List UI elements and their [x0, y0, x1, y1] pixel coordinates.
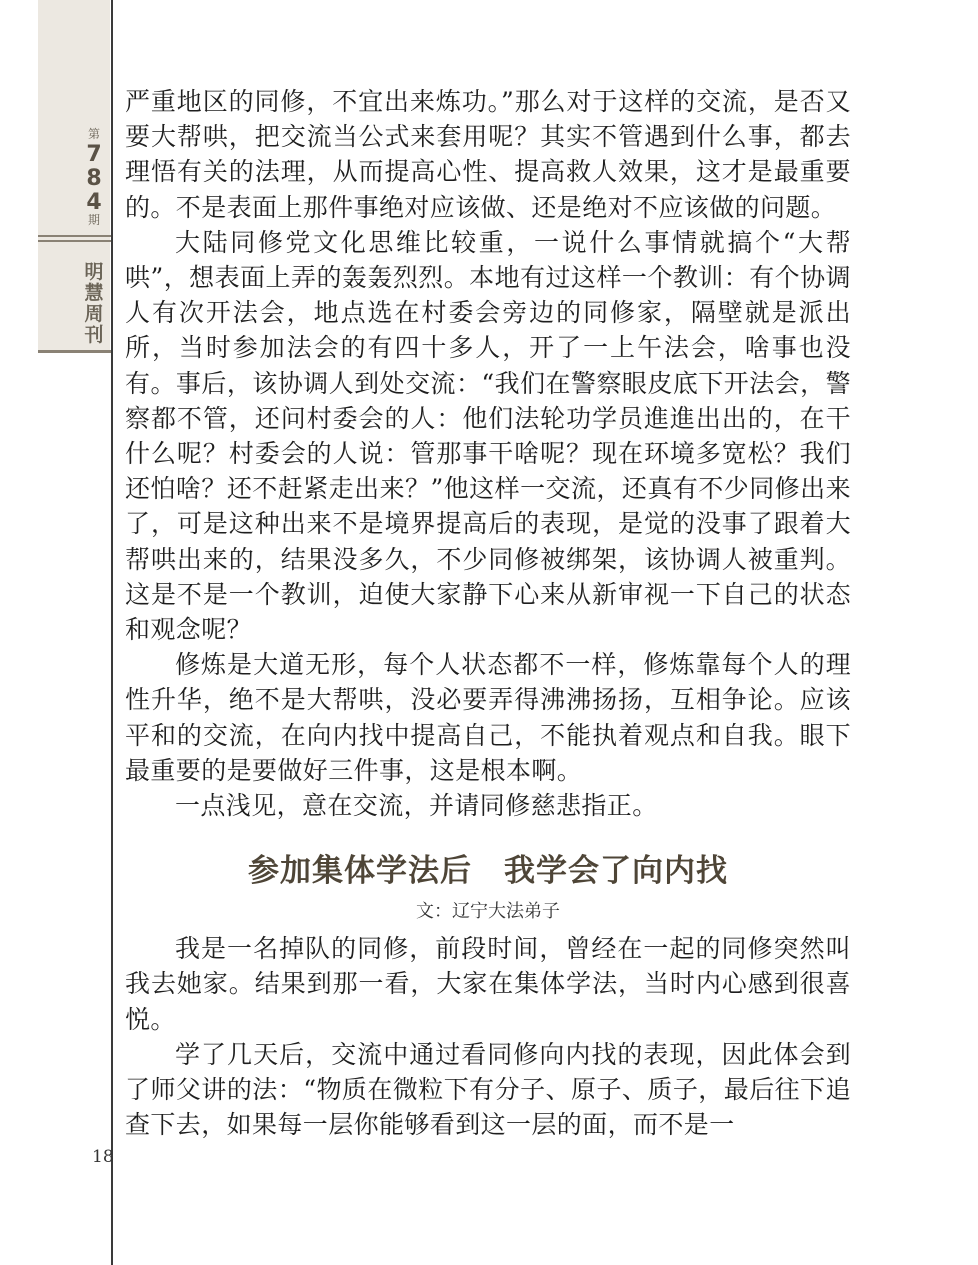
issue-suffix: 期 [87, 213, 100, 227]
magazine-char: 周 [84, 303, 104, 325]
sidebar-divider [38, 240, 112, 242]
issue-prefix: 第 [87, 127, 100, 141]
paragraph: 修炼是大道无形，每个人状态都不一样，修炼靠每个人的理性升华，绝不是大帮哄，没必要弄得沸沸扬扬，互相争论。应该平和的交流，在向内找中提高自己，不能执着观点和自我。眼下最重要的是要做好三件事，这是根本啊。 [125, 650, 851, 785]
magazine-char: 刊 [84, 324, 104, 346]
paragraph: 一点浅见，意在交流，并请同修慈悲指正。 [175, 791, 658, 821]
paragraph: 学了几天后，交流中通过看同修向内找的表现，因此体会到了师父讲的法：“物质在微粒下有分子、原子、质子，最后往下追查下去，如果每一层你能够看到这一层的面，而不是一 [125, 1039, 851, 1140]
magazine-char: 慧 [84, 282, 104, 304]
issue-digit: 8 [86, 166, 102, 191]
page-content [125, 84, 851, 1142]
article-author: 文：辽宁大法弟子 [416, 901, 560, 923]
issue-digit: 4 [86, 190, 102, 215]
sidebar-divider [38, 235, 112, 237]
sidebar-tab-edge [38, 350, 112, 353]
magazine-name [80, 262, 108, 346]
page-rule [111, 0, 113, 1265]
issue-number [80, 143, 108, 215]
paragraph: 我是一名掉队的同修，前段时间，曾经在一起的同修突然叫我去她家。结果到那一看，大家在集体学法，当时内心感到很喜悦。 [125, 934, 851, 1034]
paragraph: 严重地区的同修，不宜出来炼功。”那么对于这样的交流，是否又要大帮哄，把交流当公式来套用呢？其实不管遇到什么事，都去理悟有关的法理，从而提高心性、提高救人效果，这才是最重要的。不是表面上那件事绝对应该做、还是绝对不应该做的问题。 [125, 87, 851, 222]
page-number: 18 [92, 1147, 114, 1167]
magazine-char: 明 [84, 261, 104, 283]
paragraph: 大陆同修党文化思维比较重，一说什么事情就搞个“大帮哄”，想表面上弄的轰轰烈烈。本地有过这样一个教训：有个协调人有次开法会，地点选在村委会旁边的同修家，隔壁就是派出所，当时参加法会的有四十多人，开了一上午法会，啥事也没有。事后，该协调人到处交流：“我们在警察眼皮底下开法会，警察都不管，还问村委会的人：他们法轮功学员進進出出的，在干什么呢？村委会的人说：管那事干啥呢？现在环境多宽松？我们还怕啥？还不赶紧走出来？”他这样一交流，还真有不少同修出来了，可是这种出来不是境界提高后的表现，是觉的没事了跟着大帮哄出来的，结果没多久，不少同修被绑架，该协调人被重判。这是不是一个教训，迫使大家静下心来从新审视一下自己的状态和观念呢？ [125, 227, 851, 645]
issue-digit: 7 [86, 142, 102, 167]
article-title: 参加集体学法后 我学会了向内找 [248, 853, 728, 890]
